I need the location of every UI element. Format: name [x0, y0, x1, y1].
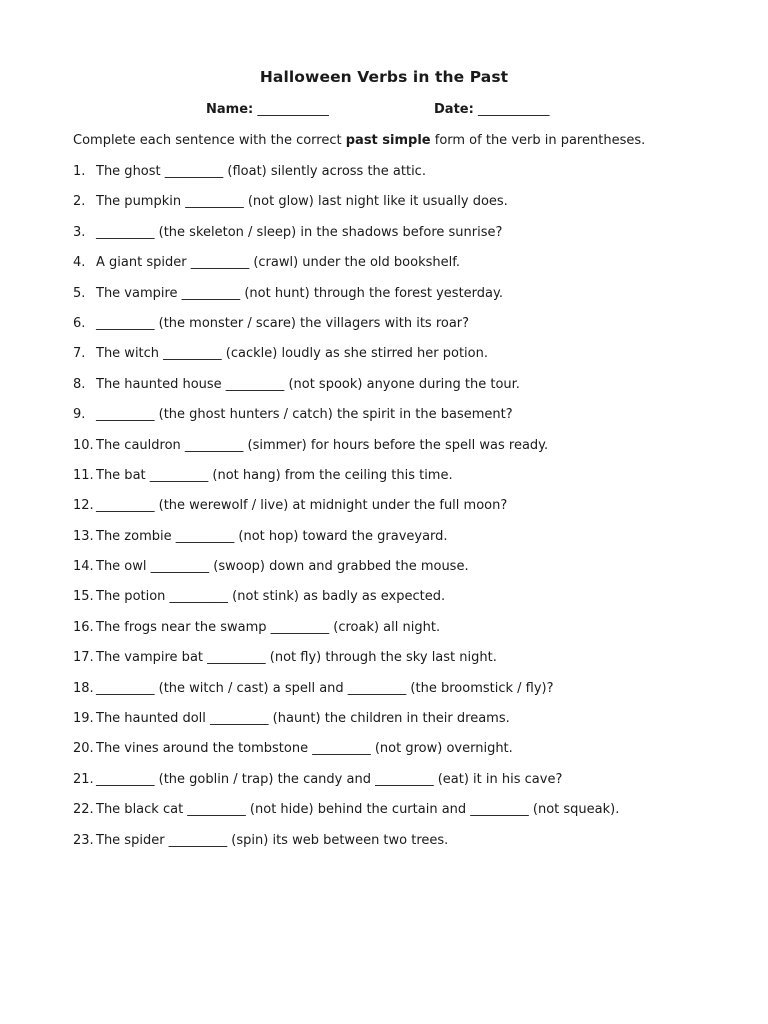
exercise-item — [73, 497, 619, 527]
exercise-sentence: The potion _________ (not stink) as badly as expected. — [96, 589, 446, 605]
exercise-number: 23. — [73, 832, 94, 848]
exercise-sentence: _________ (the witch / cast) a spell and _________ (the broomstick / fly)? — [96, 680, 554, 696]
exercise-item — [73, 315, 619, 345]
exercise-sentence: The vampire _________ (not hunt) through the forest yesterday. — [96, 285, 503, 301]
exercise-sentence: _________ (the werewolf / live) at midnight under the full moon? — [96, 498, 508, 514]
exercise-item — [73, 224, 619, 254]
exercise-item — [73, 376, 619, 406]
worksheet-title: Halloween Verbs in the Past — [259, 68, 509, 86]
exercise-number: 11. — [73, 467, 94, 483]
exercise-number: 12. — [73, 498, 94, 514]
exercise-item — [73, 710, 619, 740]
exercise-item — [73, 254, 619, 284]
exercise-sentence: _________ (the ghost hunters / catch) the spirit in the basement? — [96, 407, 513, 423]
exercise-list — [73, 163, 619, 862]
exercise-sentence: The haunted house _________ (not spook) anyone during the tour. — [96, 376, 520, 392]
instructions-after: form of the verb in parentheses. — [430, 133, 646, 148]
exercise-sentence: The pumpkin _________ (not glow) last night like it usually does. — [96, 194, 508, 210]
exercise-sentence: The owl _________ (swoop) down and grabbed the mouse. — [96, 559, 469, 575]
exercise-item — [73, 588, 619, 618]
instructions-before: Complete each sentence with the correct — [73, 133, 346, 148]
exercise-item — [73, 193, 619, 223]
exercise-number: 5. — [73, 285, 86, 301]
exercise-item — [73, 437, 619, 467]
exercise-item — [73, 740, 619, 770]
name-label: Name: — [206, 102, 254, 117]
exercise-item — [73, 558, 619, 588]
exercise-number: 9. — [73, 407, 86, 423]
exercise-number: 18. — [73, 680, 94, 696]
exercise-item — [73, 649, 619, 679]
date-blank: ___________ — [477, 102, 550, 117]
exercise-item — [73, 528, 619, 558]
exercise-number: 7. — [73, 346, 86, 362]
exercise-sentence: The frogs near the swamp _________ (croak) all night. — [96, 619, 441, 635]
exercise-number: 22. — [73, 802, 94, 818]
exercise-sentence: The haunted doll _________ (haunt) the children in their dreams. — [96, 711, 510, 727]
exercise-item — [73, 771, 619, 801]
date-field — [434, 102, 549, 117]
exercise-number: 14. — [73, 559, 94, 575]
date-label: Date: — [434, 102, 474, 117]
exercise-item — [73, 406, 619, 436]
name-blank: ___________ — [257, 102, 329, 117]
exercise-item — [73, 680, 619, 710]
exercise-sentence: The vampire bat _________ (not fly) through the sky last night. — [96, 650, 497, 666]
exercise-number: 16. — [73, 619, 94, 635]
exercise-item — [73, 467, 619, 497]
exercise-number: 6. — [73, 315, 86, 331]
exercise-number: 13. — [73, 528, 94, 544]
exercise-number: 20. — [73, 741, 94, 757]
exercise-item — [73, 285, 619, 315]
exercise-number: 21. — [73, 771, 94, 787]
instructions — [73, 133, 645, 148]
exercise-item — [73, 832, 619, 862]
name-date-row — [0, 102, 768, 122]
exercise-item — [73, 345, 619, 375]
exercise-item — [73, 163, 619, 193]
exercise-item — [73, 801, 619, 831]
exercise-sentence: The ghost _________ (float) silently across the attic. — [96, 164, 426, 179]
exercise-number: 8. — [73, 376, 86, 392]
exercise-number: 10. — [73, 437, 94, 453]
exercise-number: 1. — [73, 164, 86, 179]
name-field — [206, 102, 329, 117]
exercise-sentence: The spider _________ (spin) its web between two trees. — [96, 832, 449, 848]
instructions-emphasis: past simple — [345, 133, 431, 148]
exercise-sentence: The black cat _________ (not hide) behind the curtain and _________ (not squeak). — [96, 802, 620, 818]
exercise-number: 2. — [73, 194, 86, 210]
exercise-number: 17. — [73, 650, 94, 666]
exercise-sentence: A giant spider _________ (crawl) under the old bookshelf. — [96, 255, 460, 271]
exercise-sentence: The zombie _________ (not hop) toward the graveyard. — [96, 528, 448, 544]
exercise-sentence: _________ (the skeleton / sleep) in the shadows before sunrise? — [96, 224, 503, 240]
exercise-item — [73, 619, 619, 649]
exercise-sentence: The cauldron _________ (simmer) for hours before the spell was ready. — [96, 437, 549, 453]
exercise-sentence: The vines around the tombstone _________ (not grow) overnight. — [96, 741, 513, 757]
exercise-sentence: The witch _________ (cackle) loudly as she stirred her potion. — [96, 346, 488, 362]
exercise-number: 15. — [73, 589, 94, 605]
exercise-sentence: The bat _________ (not hang) from the ceiling this time. — [96, 467, 453, 483]
exercise-number: 4. — [73, 255, 86, 271]
exercise-sentence: _________ (the monster / scare) the villagers with its roar? — [96, 315, 470, 331]
exercise-number: 19. — [73, 711, 94, 727]
exercise-sentence: _________ (the goblin / trap) the candy and _________ (eat) it in his cave? — [96, 771, 563, 787]
exercise-number: 3. — [73, 224, 86, 240]
